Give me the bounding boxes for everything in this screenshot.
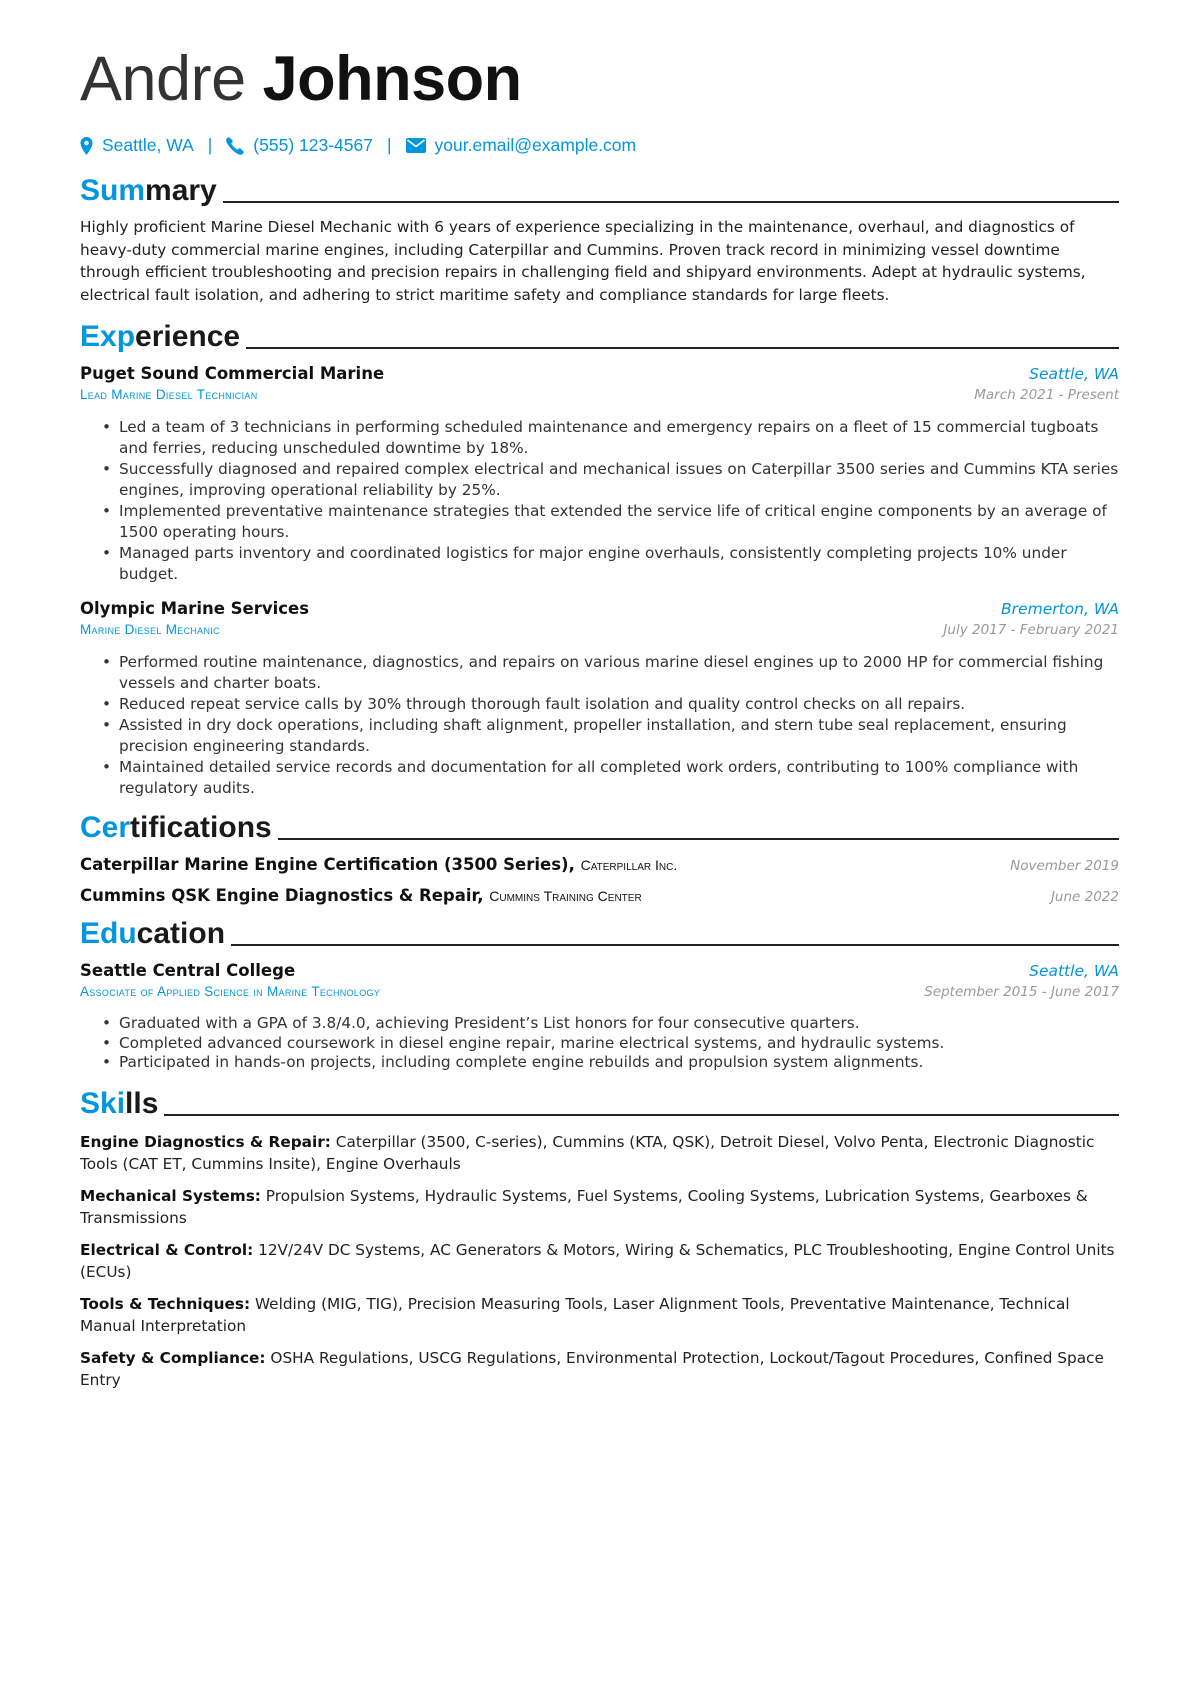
title-highlight: Ski [80, 1086, 126, 1120]
list-item: • Graduated with a GPA of 3.8/4.0, achieving President’s List honors for four consecutive quarters. [102, 1014, 1119, 1034]
skill-group [80, 1131, 1119, 1176]
contact-location [80, 135, 194, 156]
skill-group [80, 1347, 1119, 1392]
education-section-heading [80, 919, 1119, 949]
list-item: • Implemented preventative maintenance strategies that extended the service life of critical engine components by an average of 1500 operating hours. [102, 501, 1119, 543]
certification-date: June 2022 [1050, 889, 1119, 905]
education-bullets [80, 1014, 1119, 1073]
section-rule [278, 838, 1119, 840]
school-name: Seattle Central College [80, 961, 296, 980]
education-entry [80, 961, 1119, 1073]
skill-group [80, 1239, 1119, 1284]
skill-label: Electrical & Control: [80, 1240, 254, 1259]
certification-issuer: Cummins Training Center [489, 888, 642, 904]
employer-name: Olympic Marine Services [80, 599, 310, 618]
experience-entry [80, 599, 1119, 799]
certifications-section-heading [80, 813, 1119, 843]
list-item: • Participated in hands-on projects, including complete engine rebuilds and propulsion system alignments. [102, 1053, 1119, 1073]
certification-issuer: Caterpillar Inc. [580, 857, 678, 873]
list-item: • Successfully diagnosed and repaired complex electrical and mechanical issues on Caterpillar 3500 series and Cummins KTA series engines, improving operational reliability by 25%. [102, 459, 1119, 501]
certification-date: November 2019 [1010, 858, 1119, 874]
section-title [80, 1086, 159, 1120]
certification-item: Caterpillar Marine Engine Certification (3500 Series), Caterpillar Inc. November 2019 [80, 855, 1119, 874]
skill-values: Propulsion Systems, Hydraulic Systems, Fuel Systems, Cooling Systems, Lubrication Systems, Gearboxes & Transmissions [80, 1186, 1088, 1227]
certification-name: Caterpillar Marine Engine Certification (3500 Series) [80, 855, 569, 874]
title-highlight: Sum [80, 174, 146, 207]
skill-values: Caterpillar (3500, C-series), Cummins (KTA, QSK), Detroit Diesel, Volvo Penta, Electronic Diagnostic Tools (CAT ET, Cummins Insite), Engine Overhauls [80, 1132, 1095, 1173]
title-rest: cation [136, 917, 226, 950]
skill-values: Welding (MIG, TIG), Precision Measuring Tools, Laser Alignment Tools, Preventative Maintenance, Technical Manual Interpretation [80, 1294, 1070, 1335]
skill-values: 12V/24V DC Systems, AC Generators & Motors, Wiring & Schematics, PLC Troubleshooting, Engine Control Units (ECUs) [80, 1240, 1115, 1281]
experience-section-heading [80, 322, 1119, 352]
section-title [80, 176, 217, 206]
contact-phone[interactable] [226, 135, 373, 156]
skill-label: Tools & Techniques: [80, 1294, 251, 1313]
list-item: • Managed parts inventory and coordinated logistics for major engine overhauls, consistently completing projects 10% under budget. [102, 543, 1119, 585]
experience-entry [80, 364, 1119, 585]
summary-text: Highly proficient Marine Diesel Mechanic with 6 years of experience specializing in the maintenance, overhaul, and diagnostics of heavy-duty commercial marine engines, including Caterpillar and Cummins. Proven track record in minimizing vessel downtime through efficient troubleshooting and precision repairs in challenging field and shipyard environments. Adept at hydraulic systems, electrical fault isolation, and adhering to strict maritime safety and compliance standards for large fleets. [80, 218, 1086, 304]
email-text: your.email@example.com [434, 135, 637, 155]
contact-separator: | [386, 135, 392, 155]
title-highlight: Edu [80, 917, 137, 950]
job-title: Marine Diesel Mechanic [80, 622, 220, 637]
education-dates: September 2015 - June 2017 [924, 984, 1119, 1000]
title-rest: mary [145, 174, 217, 207]
section-rule [246, 347, 1119, 349]
summary-section-heading [80, 176, 1119, 206]
degree-name: Associate of Applied Science in Marine Technology [80, 984, 381, 999]
candidate-name [80, 44, 1119, 114]
list-item: • Maintained detailed service records and documentation for all completed work orders, contributing to 100% compliance with regulatory audits. [102, 757, 1119, 799]
contact-separator: | [207, 135, 213, 155]
phone-icon [226, 137, 244, 155]
job-bullets [80, 417, 1119, 585]
contact-line [80, 135, 1119, 156]
job-title: Lead Marine Diesel Technician [80, 387, 258, 402]
section-rule [164, 1114, 1119, 1116]
certification-item: Cummins QSK Engine Diagnostics & Repair, Cummins Training Center June 2022 [80, 886, 1119, 905]
section-title [80, 813, 272, 843]
list-item: • Completed advanced coursework in diesel engine repair, marine electrical systems, and hydraulic systems. [102, 1034, 1119, 1054]
title-highlight: Cer [80, 811, 131, 844]
list-item: • Performed routine maintenance, diagnostics, and repairs on various marine diesel engines up to 2000 HP for commercial fishing vessels and charter boats. [102, 652, 1119, 694]
list-item: • Led a team of 3 technicians in performing scheduled maintenance and emergency repairs on a fleet of 15 commercial tugboats and ferries, reducing unscheduled downtime by 18%. [102, 417, 1119, 459]
title-highlight: Exp [80, 320, 136, 353]
employer-name: Puget Sound Commercial Marine [80, 364, 385, 383]
skill-label: Engine Diagnostics & Repair: [80, 1132, 331, 1151]
section-rule [231, 944, 1119, 946]
list-item: • Reduced repeat service calls by 30% through thorough fault isolation and quality control checks on all repairs. [102, 694, 1119, 715]
last-name: Johnson [262, 44, 522, 114]
skill-values: OSHA Regulations, USCG Regulations, Environmental Protection, Lockout/Tagout Procedures, Confined Space Entry [80, 1348, 1104, 1389]
envelope-icon [406, 138, 426, 153]
resume-page [80, 40, 1119, 1392]
job-location: Seattle, WA [1029, 365, 1119, 383]
skill-group [80, 1293, 1119, 1338]
title-rest: tifications [130, 811, 272, 844]
contact-email[interactable] [406, 135, 637, 156]
section-rule [223, 201, 1119, 203]
job-dates: March 2021 - Present [974, 387, 1119, 403]
title-rest: erience [135, 320, 241, 353]
location-text: Seattle, WA [102, 135, 194, 155]
first-name: Andre [80, 44, 246, 114]
skill-label: Mechanical Systems: [80, 1186, 261, 1205]
certification-name: Cummins QSK Engine Diagnostics & Repair [80, 886, 478, 905]
skill-group [80, 1185, 1119, 1230]
skill-label: Safety & Compliance: [80, 1348, 266, 1367]
list-item: • Assisted in dry dock operations, including shaft alignment, propeller installation, and stern tube seal replacement, ensuring precision engineering standards. [102, 715, 1119, 757]
section-title [80, 322, 240, 352]
skills-section-heading [80, 1086, 1119, 1120]
section-title [80, 919, 225, 949]
map-pin-icon [80, 137, 93, 155]
school-location: Seattle, WA [1029, 962, 1119, 980]
job-dates: July 2017 - February 2021 [943, 622, 1119, 638]
phone-text: (555) 123-4567 [253, 135, 373, 155]
title-rest: lls [125, 1086, 159, 1120]
job-bullets [80, 652, 1119, 799]
job-location: Bremerton, WA [1001, 600, 1119, 618]
